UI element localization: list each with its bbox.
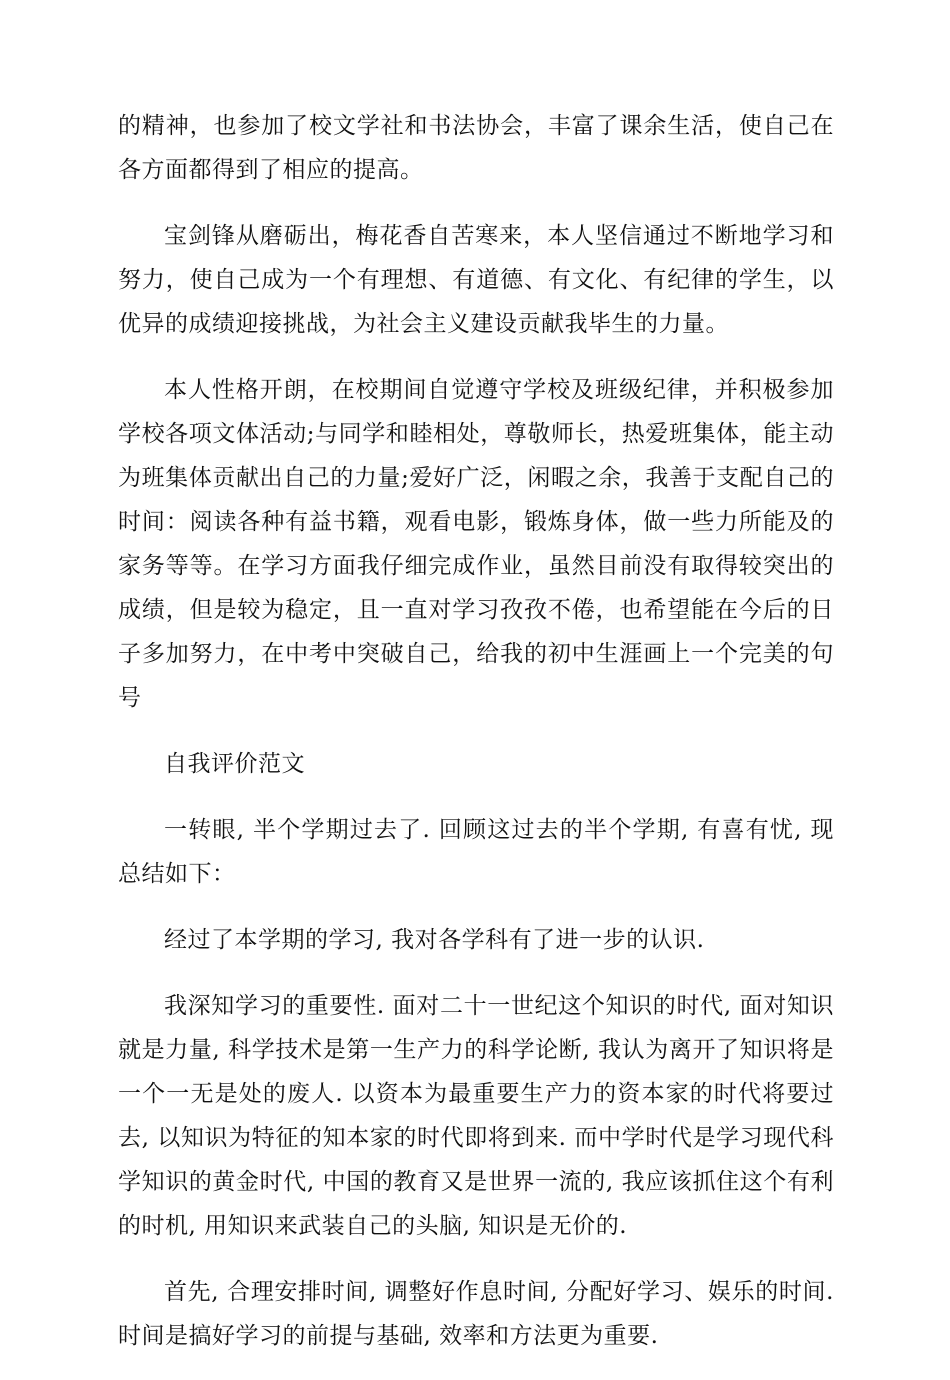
document-body: [118, 104, 834, 1380]
paragraph-importance-of-study: 我深知学习的重要性. 面对二十一世纪这个知识的时代, 面对知识就是力量, 科学技术是第一生产力的科学论断, 我认为离开了知识将是一个一无是处的废人. 以资本为最重要生产力的资本家的时代将要过去, 以知识为特征的知本家的时代即将到来. 而中学时代是学习现代科学知识的黄金时代, 中国的教育又是世界一流的, 我应该抓住这个有利的时机, 用知识来武装自己的头脑, 知识是无价的.: [118, 993, 834, 1239]
paragraph-time-management: 首先, 合理安排时间, 调整好作息时间, 分配好学习、娱乐的时间. 时间是搞好学习的前提与基础, 效率和方法更为重要.: [118, 1279, 834, 1349]
paragraph-aspiration: 宝剑锋从磨砺出，梅花香自苦寒来，本人坚信通过不断地学习和努力，使自己成为一个有理想、有道德、有文化、有纪律的学生，以优异的成绩迎接挑战，为社会主义建设贡献我毕生的力量。: [118, 223, 834, 337]
paragraph-semester-intro: 一转眼, 半个学期过去了. 回顾这过去的半个学期, 有喜有忧, 现总结如下：: [118, 817, 834, 887]
paragraph-personality: 本人性格开朗，在校期间自觉遵守学校及班级纪律，并积极参加学校各项文体活动;与同学和睦相处，尊敬师长，热爱班集体，能主动为班集体贡献出自己的力量;爱好广泛，闲暇之余，我善于支配自己的时间：阅读各种有益书籍，观看电影，锻炼身体，做一些力所能及的家务等等。在学习方面我仔细完成作业，虽然目前没有取得较突出的成绩，但是较为稳定，且一直对学习孜孜不倦，也希望能在今后的日子多加努力，在中考中突破自己，给我的初中生涯画上一个完美的句号: [118, 377, 834, 711]
paragraph-subjects: 经过了本学期的学习, 我对各学科有了进一步的认识.: [164, 927, 705, 953]
section-heading: 自我评价范文: [164, 751, 305, 777]
paragraph-continuation: 的精神，也参加了校文学社和书法协会，丰富了课余生活，使自己在各方面都得到了相应的提高。: [118, 113, 834, 183]
